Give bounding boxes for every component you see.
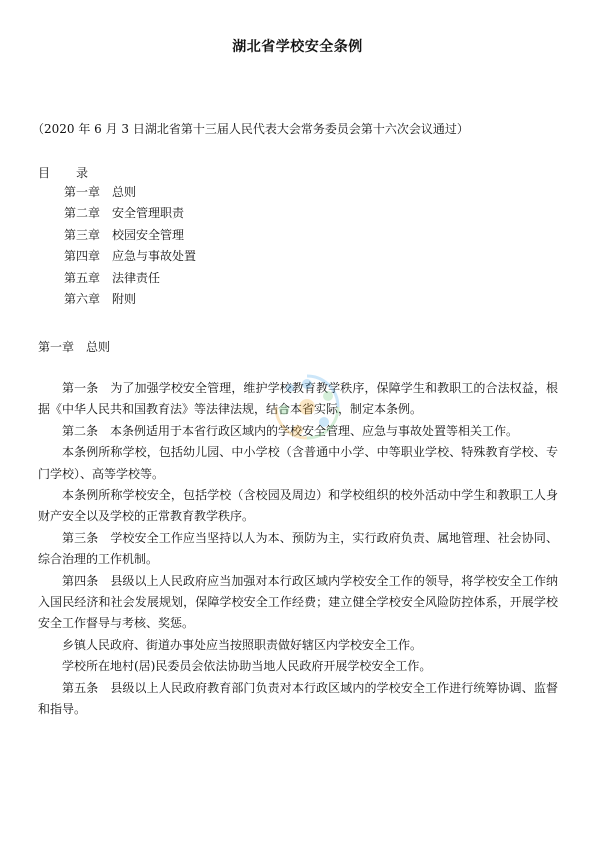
toc-chapter-title: 校园安全管理	[112, 227, 185, 242]
article-paragraph	[38, 378, 558, 421]
article-number: 第四条	[62, 573, 99, 588]
toc-item	[64, 270, 196, 291]
toc-item	[64, 248, 196, 269]
article-paragraph	[38, 571, 558, 635]
document-title: 湖北省学校安全条例	[232, 39, 363, 55]
article-number: 第一条	[62, 381, 99, 395]
article-paragraph	[38, 485, 558, 528]
toc-chapter-number: 第六章	[64, 291, 101, 306]
toc-chapter-title: 法律责任	[112, 270, 161, 285]
toc-heading	[38, 164, 88, 181]
document-subtitle: （2020 年 6 月 3 日湖北省第十三届人民代表大会常务委员会第十六次会议通过）	[32, 122, 469, 136]
article-text: 学校所在地村(居)民委员会依法协助当地人民政府开展学校安全工作。	[62, 659, 432, 674]
article-paragraph	[38, 528, 558, 571]
article-paragraph	[38, 678, 558, 721]
toc-chapter-number: 第三章	[64, 227, 101, 242]
article-text: 县级以上人民政府应当加强对本行政区域内学校安全工作的领导，将学校安全工作纳入国民经济和社会发展规划，保障学校安全工作经费；建立健全学校安全风险防控体系，开展学校安全工作督导与考核、奖惩。	[38, 573, 558, 631]
article-paragraph	[38, 442, 558, 485]
article-paragraph	[38, 656, 558, 677]
toc-chapter-title: 应急与事故处置	[112, 249, 197, 264]
article-text: 本条例所称学校安全，包括学校（含校园及周边）和学校组织的校外活动中学生和教职工人身财产安全以及学校的正常教育教学秩序。	[38, 488, 558, 524]
toc-item	[64, 184, 196, 205]
article-paragraph	[38, 421, 558, 442]
article-paragraph	[38, 635, 558, 656]
article-text: 本条例所称学校，包括幼儿园、中小学校（含普通中小学、中等职业学校、特殊教育学校、专门学校）、高等学校等。	[38, 445, 558, 481]
article-number: 第二条	[62, 423, 99, 438]
toc-chapter-number: 第二章	[64, 206, 101, 221]
chapter-number: 第一章	[38, 340, 75, 354]
article-text: 乡镇人民政府、街道办事处应当按照职责做好辖区内学校安全工作。	[62, 637, 423, 652]
toc-chapter-title: 附则	[112, 291, 137, 306]
article-number: 第三条	[62, 530, 99, 545]
table-of-contents	[64, 184, 196, 312]
article-number: 第五条	[62, 680, 99, 695]
chapter-body	[38, 378, 558, 721]
toc-chapter-number: 第四章	[64, 249, 101, 264]
toc-chapter-number: 第一章	[64, 185, 101, 199]
toc-chapter-title: 安全管理职责	[112, 206, 185, 221]
article-text: 本条例适用于本省行政区域内的学校安全管理、应急与事故处置等相关工作。	[110, 423, 519, 438]
article-text: 为了加强学校安全管理，维护学校教育教学秩序，保障学生和教职工的合法权益，根据《中华人民共和国教育法》等法律法规，结合本省实际，制定本条例。	[38, 381, 558, 417]
toc-heading-char-1: 目	[38, 166, 51, 180]
article-text: 学校安全工作应当坚持以人为本、预防为主，实行政府负责、属地管理、社会协同、综合治理的工作机制。	[38, 530, 558, 567]
article-text: 县级以上人民政府教育部门负责对本行政区域内的学校安全工作进行统筹协调、监督和指导。	[38, 680, 558, 717]
toc-heading-char-2: 录	[76, 166, 89, 180]
chapter-heading	[38, 338, 110, 355]
toc-item	[64, 291, 196, 312]
toc-chapter-title: 总则	[112, 185, 137, 199]
toc-item	[64, 205, 196, 226]
toc-chapter-number: 第五章	[64, 270, 101, 285]
toc-item	[64, 227, 196, 248]
chapter-title: 总则	[86, 340, 111, 354]
